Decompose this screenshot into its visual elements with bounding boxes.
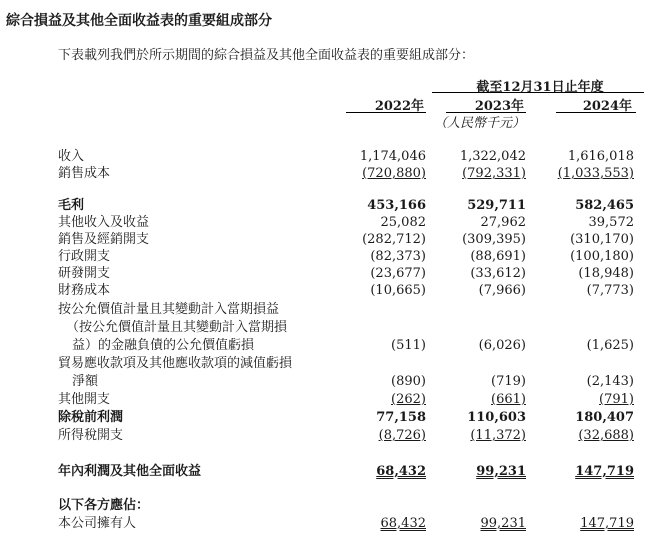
table-row-attributable-to [0,498,660,514]
value-2022: (82,373) [370,249,426,264]
year-underline-2022 [346,112,426,113]
row-label: 益）的金融負債的公允價值虧損 [72,338,255,353]
row-label: 年內利潤及其他全面收益 [58,464,202,479]
value-2024: (7,773) [586,283,634,298]
value-2023: (792,331) [462,166,526,181]
row-label: 行政開支 [58,249,111,264]
value-2023: (11,372) [470,428,526,443]
intro-text: 下表載列我們於所示期間的綜合損益及其他全面收益表的重要組成部分： [58,48,475,63]
table-row-income-tax [0,428,660,444]
year-header-2024: 2024年 [582,99,632,114]
row-label: 按公允價值計量且其變動計入當期損益 [58,302,280,317]
section-title: 綜合損益及其他全面收益表的重要組成部分 [6,13,272,29]
value-2024: 180,407 [575,410,634,425]
value-2024: (791) [599,392,634,407]
row-label: 收入 [58,149,85,164]
value-2024: 39,572 [588,215,634,230]
table-row-revenue [0,149,660,165]
value-2023: (309,395) [462,232,526,247]
table-row-finance-costs [0,283,660,299]
table-row-selling-expenses [0,232,660,248]
year-underline-2024 [556,112,636,113]
value-2022: 25,082 [380,215,426,230]
value-2024: (100,180) [570,249,634,264]
table-row-rd-expenses [0,266,660,282]
value-2023: 1,322,042 [459,149,526,164]
value-2022: 453,166 [367,198,426,213]
value-2023: 27,962 [480,215,526,230]
value-2024: (310,170) [570,232,634,247]
row-label: 銷售成本 [58,166,111,181]
value-2022: (720,880) [362,166,426,181]
value-2022: (10,665) [370,283,426,298]
row-label: 研發開支 [58,266,111,281]
value-2023: (661) [491,392,526,407]
row-label: 其他開支 [58,392,111,407]
value-2022: (8,726) [378,428,426,443]
value-2024: 582,465 [575,198,634,213]
row-label: 其他收入及收益 [58,215,150,230]
table-row-gross-profit [0,198,660,214]
value-2022: 1,174,046 [359,149,426,164]
table-row-profit-for-year [0,464,660,480]
value-2022: (23,677) [370,266,426,281]
row-label: 以下各方應佔： [58,498,150,513]
value-2023: 99,231 [476,464,526,479]
table-row-profit-before-tax [0,410,660,426]
table-row-impairment-line1 [0,356,660,372]
table-row-fvtpl-line2 [0,320,660,336]
value-2023: 110,603 [467,410,526,425]
row-label: 所得稅開支 [58,428,124,443]
year-header-2023: 2023年 [474,99,524,114]
row-label: 毛利 [58,198,85,213]
value-2022: 77,158 [376,410,426,425]
value-2022: (511) [391,338,426,353]
unit-label: （人民幣千元） [433,116,525,131]
value-2024: (2,143) [586,374,634,389]
value-2023: (6,026) [478,338,526,353]
value-2022: (282,712) [362,232,426,247]
value-2022: (890) [391,374,426,389]
value-2023: (33,612) [470,266,526,281]
value-2023: 529,711 [467,198,526,213]
table-row-fvtpl-loss [0,338,660,354]
row-label: 淨額 [72,374,99,389]
value-2023: (7,966) [478,283,526,298]
value-2024: 147,719 [580,516,634,531]
value-2024: 1,616,018 [567,149,634,164]
table-row-cost-of-sales [0,166,660,182]
value-2023: (88,691) [470,249,526,264]
value-2024: (18,948) [578,266,634,281]
period-underline [432,92,644,93]
row-label: 貿易應收款項及其他應收款項的減值虧損 [58,356,293,371]
value-2023: 99,231 [480,516,526,531]
row-label: 財務成本 [58,283,111,298]
table-row-other-income [0,215,660,231]
period-header: 截至12月31日止年度 [476,80,604,95]
table-row-other-expenses [0,392,660,408]
row-label: 銷售及經銷開支 [58,232,150,247]
row-label: （按公允價值計量且其變動計入當期損 [66,320,288,335]
row-label: 本公司擁有人 [58,516,137,531]
year-header-2022: 2022年 [374,99,424,114]
value-2024: (1,625) [586,338,634,353]
value-2024: (32,688) [578,428,634,443]
row-label: 除稅前利潤 [58,410,124,425]
table-row-owners [0,516,660,532]
value-2023: (719) [491,374,526,389]
value-2022: 68,432 [376,464,426,479]
value-2024: (1,033,553) [557,166,634,181]
value-2022: (262) [391,392,426,407]
table-row-fvtpl-line1 [0,302,660,318]
value-2022: 68,432 [380,516,426,531]
table-row-impairment-net [0,374,660,390]
value-2024: 147,719 [575,464,634,479]
table-row-admin-expenses [0,249,660,265]
